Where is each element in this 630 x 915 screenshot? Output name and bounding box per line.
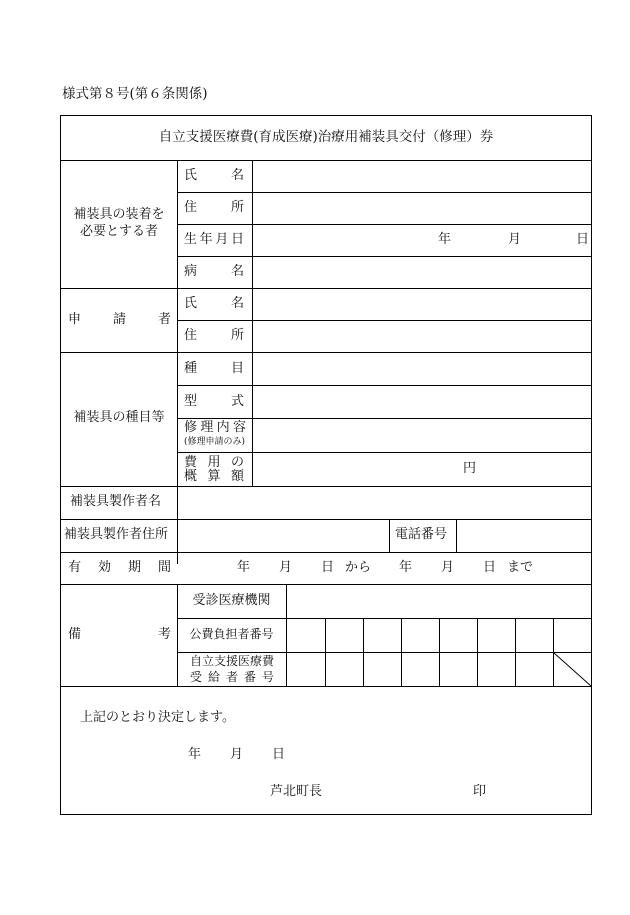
clinic-label: 受診医療機関	[192, 593, 271, 608]
label-char: 氏	[184, 296, 198, 311]
rule	[389, 519, 390, 552]
label-char: 申	[68, 312, 82, 327]
label-char: 種	[184, 361, 198, 376]
label-char: 修	[184, 420, 198, 435]
label-char: 号	[261, 669, 274, 684]
device-model-label	[184, 394, 244, 411]
validity-year-2: 年	[399, 560, 413, 575]
label-char: 住	[184, 200, 198, 215]
rule	[61, 288, 591, 289]
label-char: 備	[68, 627, 82, 642]
applicant-name-label	[184, 296, 244, 313]
rule	[177, 418, 591, 419]
recipient-label	[190, 654, 274, 685]
validity-month-1: 月	[279, 560, 293, 575]
label-char: 病	[184, 264, 198, 279]
rule	[177, 256, 591, 257]
form-number: 様式第８号(第６条関係)	[62, 86, 208, 102]
label-char: 名	[230, 168, 244, 183]
phone-label: 電話番号	[395, 527, 448, 542]
decision-text: 上記のとおり決定します。	[80, 710, 235, 725]
payer-number-label: 公費負担者番号	[189, 627, 274, 641]
recipient-label-line2	[190, 670, 274, 686]
label-char: 費	[184, 455, 198, 470]
rule	[61, 519, 591, 520]
validity-until: まで	[507, 560, 534, 575]
label-char: 内	[216, 420, 230, 435]
label-char: 算	[207, 469, 221, 484]
rule	[61, 352, 591, 353]
label-char: 容	[232, 420, 246, 435]
validity-from: から	[345, 560, 372, 575]
wearer-section-label	[61, 207, 177, 241]
label-char: 型	[184, 394, 198, 409]
rule	[177, 385, 591, 386]
decision-year: 年	[188, 747, 202, 762]
rule	[61, 486, 591, 487]
dob-day: 日	[576, 232, 590, 247]
rule	[177, 652, 591, 653]
form-title: 自立支援医療費(育成医療)治療用補装具交付（修理）券	[158, 129, 494, 145]
signatory-title: 芦北町長	[270, 784, 323, 799]
label-char: 給	[207, 669, 220, 684]
device-cost-label-line2	[184, 469, 244, 486]
rule	[177, 192, 591, 193]
wearer-address-label	[184, 200, 244, 217]
wearer-name-label	[184, 168, 244, 185]
device-type-label	[184, 361, 244, 378]
rule	[477, 618, 478, 686]
rule	[515, 618, 516, 686]
label-char: 者	[225, 669, 238, 684]
label-char: 考	[157, 627, 171, 642]
label-char: 名	[230, 264, 244, 279]
remarks-label	[68, 627, 171, 644]
rule	[177, 320, 591, 321]
label-char: 生	[184, 232, 198, 247]
label-char: 有	[68, 560, 82, 575]
label-char: 者	[157, 312, 171, 327]
certificate-form	[60, 115, 592, 815]
label-char: 受	[190, 669, 203, 684]
device-section-label: 補装具の種目等	[73, 410, 165, 425]
wearer-disease-label	[184, 264, 244, 281]
rule	[61, 686, 591, 687]
applicant-address-label	[184, 328, 244, 345]
rule	[401, 618, 402, 686]
rule	[252, 160, 253, 352]
rule	[177, 618, 591, 619]
label-char: 目	[230, 361, 244, 376]
rule	[177, 452, 591, 453]
rule	[325, 618, 326, 686]
label-char: 月	[215, 232, 229, 247]
rule	[439, 618, 440, 686]
label-char: 期	[127, 560, 141, 575]
device-repair-label	[184, 420, 246, 437]
wearer-section-label-line2: 必要とする者	[79, 223, 158, 239]
label-char: 式	[230, 394, 244, 409]
cost-unit: 円	[463, 461, 477, 476]
device-repair-note: (修理申請のみ)	[184, 437, 246, 447]
label-char: 氏	[184, 168, 198, 183]
void-cell-slash	[554, 653, 591, 686]
rule	[252, 352, 253, 486]
recipient-label-line1: 自立支援医療費	[190, 654, 275, 668]
rule	[363, 618, 364, 686]
maker-name-label: 補装具製作者名	[70, 494, 162, 509]
label-char: 請	[112, 312, 126, 327]
rule	[177, 224, 591, 225]
validity-month-2: 月	[441, 560, 455, 575]
label-char: 額	[230, 469, 244, 484]
label-char: 番	[243, 669, 256, 684]
label-char: 年	[199, 232, 213, 247]
dob-year: 年	[438, 232, 452, 247]
validity-day-1: 日	[321, 560, 335, 575]
label-char: 理	[200, 420, 214, 435]
decision-day: 日	[272, 747, 286, 762]
rule	[177, 160, 178, 564]
validity-day-2: 日	[483, 560, 497, 575]
label-char: 効	[97, 560, 111, 575]
label-char: 所	[230, 200, 244, 215]
rule	[61, 552, 591, 553]
label-char: 所	[230, 328, 244, 343]
label-char: の	[230, 455, 244, 470]
rule	[61, 160, 591, 161]
label-char: 用	[207, 455, 221, 470]
validity-year-1: 年	[237, 560, 251, 575]
label-char: 日	[230, 232, 244, 247]
decision-month: 月	[230, 747, 244, 762]
seal-mark: 印	[473, 784, 487, 799]
applicant-section-label	[68, 312, 171, 329]
maker-address-label: 補装具製作者住所	[64, 527, 169, 542]
wearer-section-label-line1: 補装具の装着を	[73, 207, 165, 222]
wearer-dob-label	[184, 232, 244, 249]
dob-month: 月	[508, 232, 522, 247]
label-char: 住	[184, 328, 198, 343]
label-char: 概	[184, 469, 198, 484]
label-char: 間	[157, 560, 171, 575]
rule	[456, 519, 457, 552]
rule	[61, 584, 591, 585]
validity-label	[68, 560, 171, 577]
rule	[286, 584, 287, 686]
label-char: 名	[230, 296, 244, 311]
